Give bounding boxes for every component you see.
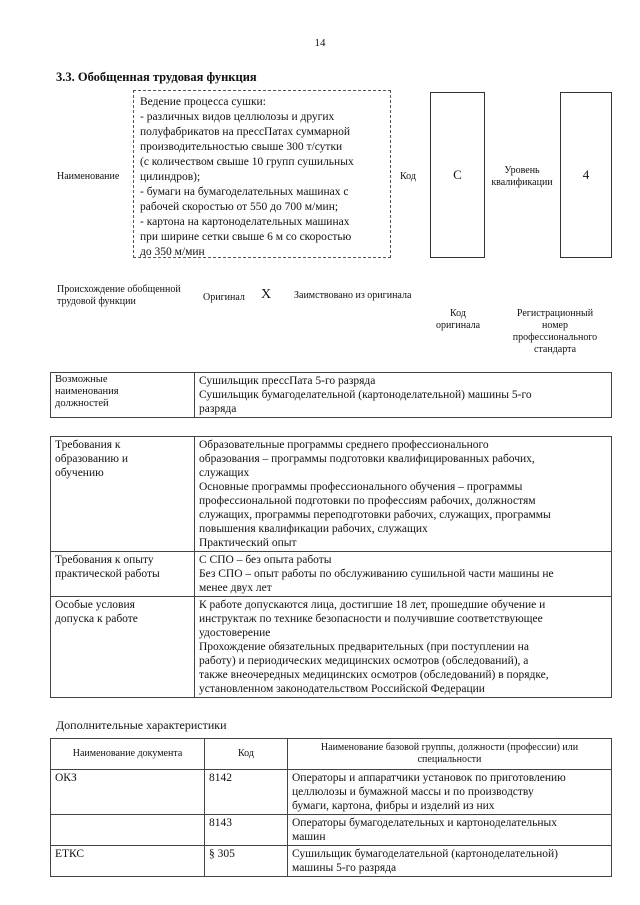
row-code: § 305 [205, 846, 288, 877]
function-name-line: Ведение процесса сушки: [140, 96, 266, 108]
section-title: 3.3. Обобщенная трудовая функция [56, 70, 257, 84]
level-value-box [560, 92, 612, 258]
function-name-line: - бумаги на бумагоделательных машинах с [140, 186, 349, 198]
row-doc [51, 815, 205, 846]
original-code-label-line: Код [450, 308, 466, 319]
education-label-line: Требования к [55, 439, 121, 451]
row-name-line: машины 5-го разряда [292, 862, 397, 874]
table-row [51, 437, 612, 552]
reg-number-label-line: стандарта [533, 344, 577, 355]
table-row [51, 846, 612, 877]
experience-value-line: С СПО – без опыта работы [199, 554, 332, 566]
special-conditions-value-line: установленном законодательством Российской Федерации [199, 683, 485, 695]
experience-value-line: менее двух лет [199, 582, 272, 594]
page-number: 14 [314, 37, 326, 49]
education-value-line: Образовательные программы среднего профессионального [199, 439, 489, 451]
header-code: Код [205, 739, 288, 770]
row-name [288, 770, 612, 815]
education-label-line: обучению [55, 467, 104, 479]
borrowed-label: Заимствовано из оригинала [294, 290, 412, 301]
level-label-line: квалификации [491, 177, 553, 188]
education-value-line: образования – программы подготовки квалифицированных рабочих, [199, 453, 535, 465]
special-conditions-label-line: Особые условия [55, 599, 135, 611]
special-conditions-value [195, 597, 612, 698]
education-value-line: повышения квалификации рабочих, служащих [199, 523, 428, 535]
table-row [51, 770, 612, 815]
row-code: 8142 [205, 770, 288, 815]
row-name-line: Операторы и аппаратчики установок по приготовлению [292, 772, 566, 784]
name-label: Наименование [57, 171, 120, 182]
level-value: 4 [582, 167, 590, 182]
level-label [484, 165, 560, 189]
education-value [195, 437, 612, 552]
special-conditions-label-line: допуска к работе [55, 613, 138, 625]
positions-label-line: наименования [55, 386, 119, 397]
extra-table [50, 738, 612, 877]
function-name-line: при ширине сетки свыше 6 м со скоростью [140, 231, 352, 243]
row-name-line: Операторы бумагоделательных и картоноделательных [292, 817, 557, 829]
function-name-line: рабочей скоростью от 550 до 700 м/мин; [140, 201, 339, 213]
row-name [288, 846, 612, 877]
education-value-line: Основные программы профессионального обучения – программы [199, 481, 523, 493]
code-label: Код [400, 171, 416, 182]
original-mark: X [261, 287, 272, 302]
positions-label [51, 373, 195, 418]
table-row [51, 373, 612, 418]
extra-title: Дополнительные характеристики [56, 718, 227, 732]
positions-table [50, 372, 612, 418]
header-group-name: Наименование базовой группы, должности (профессии) или специальности [288, 739, 612, 770]
code-value-box [430, 92, 485, 258]
function-name-line: (с количеством свыше 10 групп сушильных [140, 156, 354, 168]
original-code-label-line: оригинала [435, 320, 481, 331]
row-name-line: машин [292, 831, 326, 843]
table-row [51, 739, 612, 770]
row-code: 8143 [205, 815, 288, 846]
special-conditions-value-line: удостоверение [199, 627, 271, 639]
row-name-line: Сушильщик бумагоделательной (картоноделательной) [292, 848, 558, 860]
row-name-line: целлюлозы и бумажной массы и по производству [292, 786, 534, 798]
function-name-line: - различных видов целлюлозы и других [140, 111, 335, 123]
education-label-line: образованию и [55, 453, 128, 465]
positions-label-line: Возможные [55, 374, 108, 385]
row-name [288, 815, 612, 846]
function-name-line: до 350 м/мин [140, 246, 205, 258]
education-value-line: служащих, программы переподготовки рабочих, служащих, программы [199, 509, 551, 521]
special-conditions-value-line: также внеочередных медицинских осмотров (обследований) в порядке, [199, 669, 549, 681]
function-name-line: цилиндров); [140, 171, 201, 183]
origin-label-line: Происхождение обобщенной [57, 284, 181, 295]
special-conditions-label [51, 597, 195, 698]
education-label [51, 437, 195, 552]
reg-number-label [500, 308, 610, 356]
positions-value-line: Сушильщик бумагоделательной (картоноделательной) машины 5-го [199, 389, 532, 401]
code-value: C [453, 167, 462, 182]
experience-label-line: практической работы [55, 568, 160, 580]
positions-value [195, 373, 612, 418]
education-value-line: Практический опыт [199, 537, 297, 549]
positions-value-line: разряда [199, 403, 237, 415]
original-label: Оригинал [203, 292, 245, 303]
reg-number-label-line: Регистрационный [516, 308, 594, 319]
original-code-label [428, 308, 488, 332]
table-row [51, 597, 612, 698]
function-name-line: - картона на картоноделательных машинах [140, 216, 350, 228]
positions-value-line: Сушильщик прессПата 5-го разряда [199, 375, 376, 387]
experience-label-line: Требования к опыту [55, 554, 154, 566]
function-name-box [133, 90, 391, 258]
table-row [51, 552, 612, 597]
special-conditions-value-line: К работе допускаются лица, достигшие 18 лет, прошедшие обучение и [199, 599, 546, 611]
row-doc: ЕТКС [51, 846, 205, 877]
special-conditions-value-line: Прохождение обязательных предварительных (при поступлении на [199, 641, 529, 653]
row-name-line: бумаги, картона, фибры и изделий из них [292, 800, 495, 812]
function-name-line: производительностью свыше 300 т/сутки [140, 141, 343, 153]
table-row [51, 815, 612, 846]
special-conditions-value-line: работу) и периодических медицинских осмотров (обследований), а [199, 655, 529, 667]
reg-number-label-line: профессионального [512, 332, 598, 343]
requirements-table [50, 436, 612, 698]
reg-number-label-line: номер [542, 320, 568, 331]
header-document: Наименование документа [51, 739, 205, 770]
function-name-line: полуфабрикатов на прессПатах суммарной [140, 126, 350, 138]
origin-label-line: трудовой функции [57, 296, 136, 307]
level-label-line: Уровень [504, 165, 540, 176]
education-value-line: профессиональной подготовки по профессиям рабочих, должностям [199, 495, 536, 507]
positions-label-line: должностей [55, 398, 109, 409]
experience-value [195, 552, 612, 597]
origin-label [57, 284, 181, 308]
education-value-line: служащих [199, 467, 250, 479]
experience-value-line: Без СПО – опыт работы по обслуживанию сушильной части машины не [199, 568, 554, 580]
special-conditions-value-line: инструктаж по технике безопасности и получившие соответствующее [199, 613, 543, 625]
row-doc: ОКЗ [51, 770, 205, 815]
experience-label [51, 552, 195, 597]
